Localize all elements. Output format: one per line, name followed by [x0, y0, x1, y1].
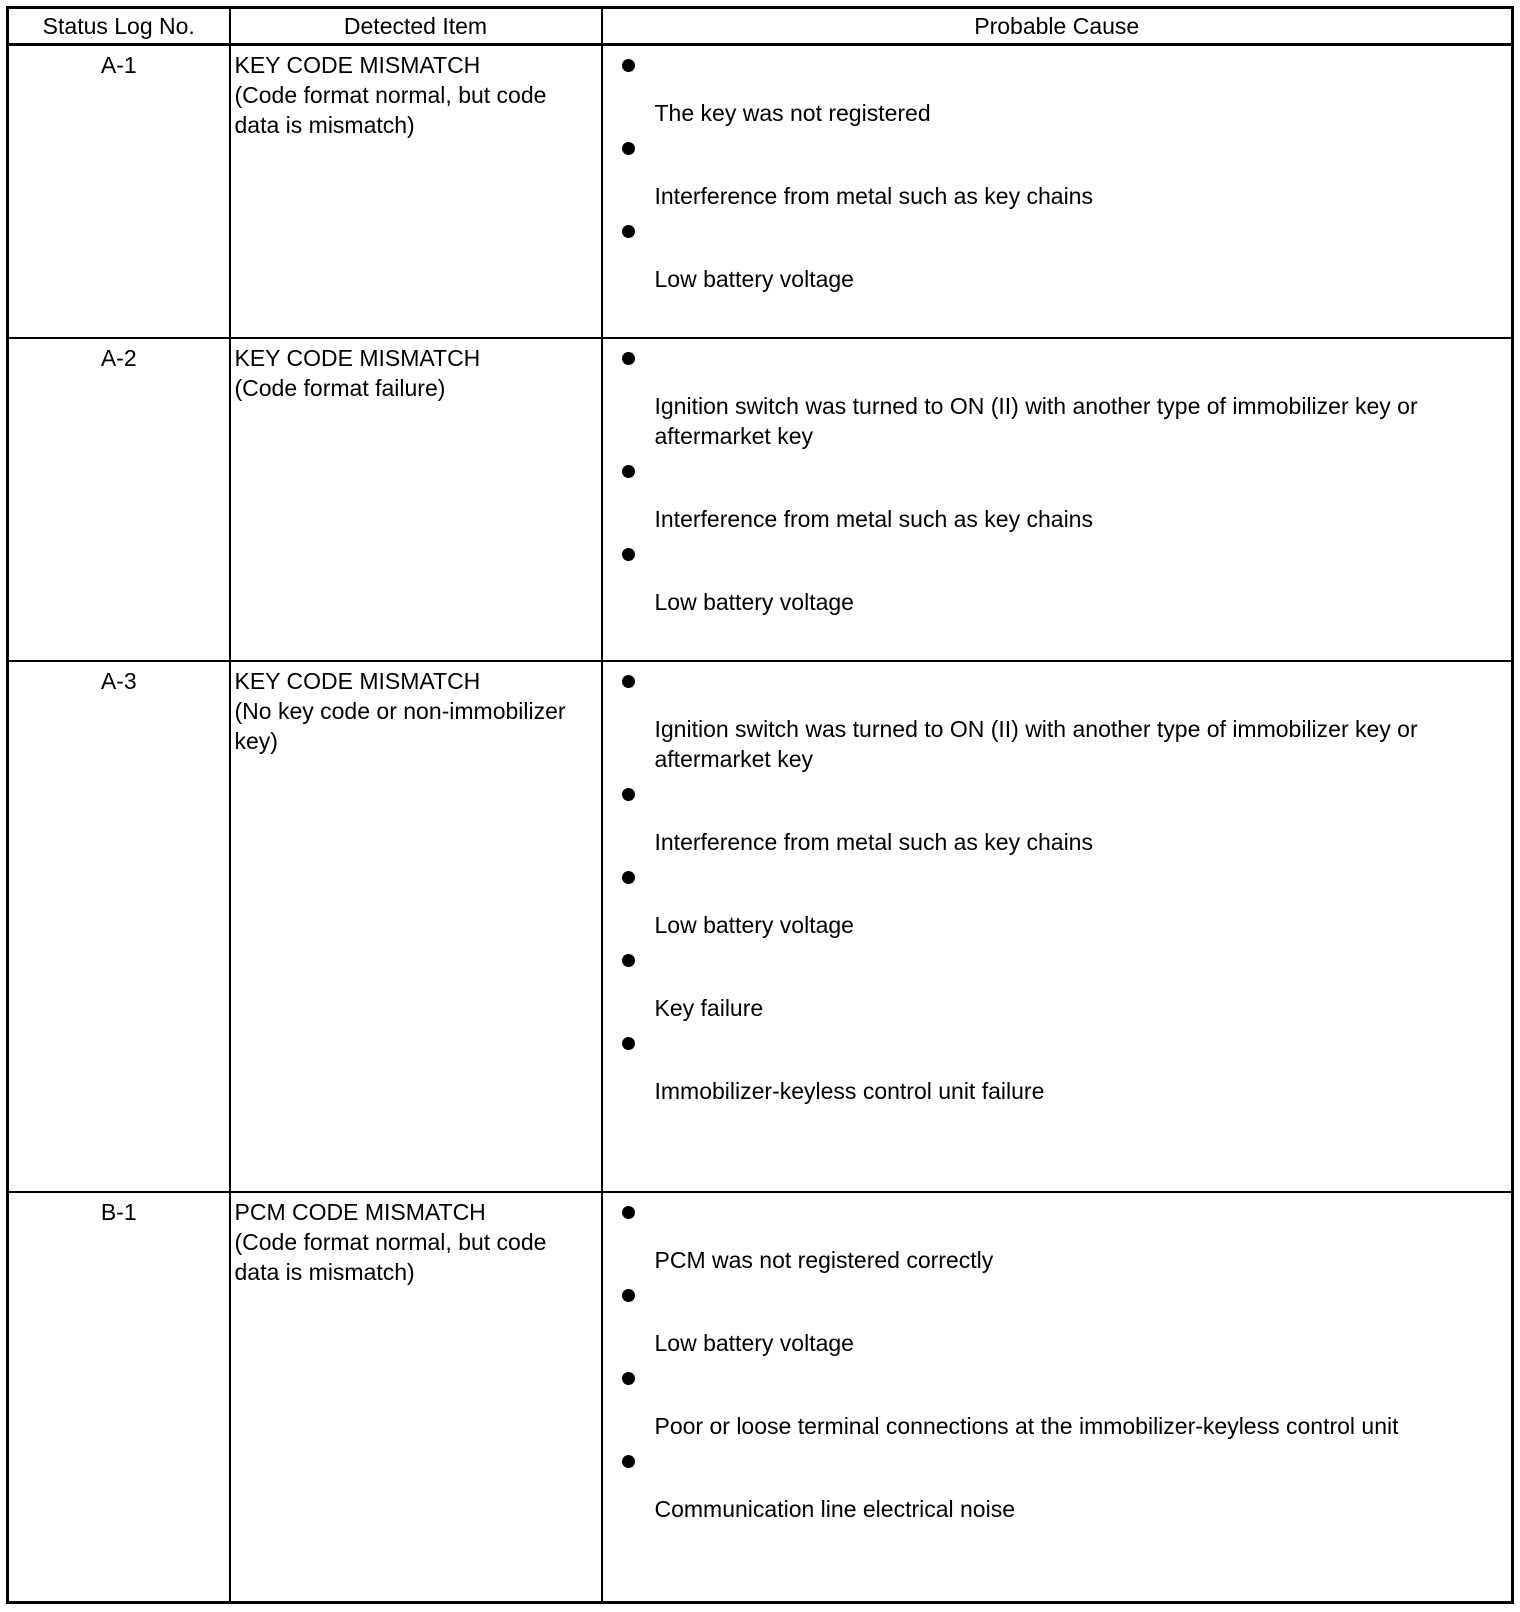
header-row — [8, 8, 1513, 45]
cause-text: Interference from metal such as key chains — [654, 506, 1093, 533]
detected-item-title: KEY CODE MISMATCH — [234, 668, 481, 695]
cause-text: The key was not registered — [654, 100, 931, 126]
bullet-icon — [622, 1289, 635, 1302]
cause-item — [603, 1455, 1494, 1524]
bullet-icon — [622, 352, 635, 365]
table-header — [8, 8, 1513, 45]
bullet-icon — [622, 1206, 635, 1219]
cause-item — [603, 788, 1494, 857]
detected-item-detail: (Code format normal, but code data is mismatch) — [234, 82, 547, 138]
cause-text: Interference from metal such as key chains — [654, 829, 1093, 856]
cause-item — [603, 142, 1494, 211]
cause-text: Low battery voltage — [654, 1329, 854, 1356]
detected-item-detail: (Code format normal, but code data is mismatch) — [234, 1228, 547, 1285]
bullet-icon — [622, 1372, 635, 1385]
bullet-icon — [622, 548, 635, 561]
cause-text: Ignition switch was turned to ON (II) with another type of immobilizer key or aftermarket key — [654, 393, 1418, 450]
probable-cause-cell — [602, 45, 1513, 339]
cause-item — [603, 871, 1494, 940]
cause-item — [603, 1037, 1494, 1106]
cause-item — [603, 954, 1494, 1023]
table-row — [8, 338, 1513, 661]
status-log-table — [6, 6, 1514, 1604]
cause-list — [603, 352, 1494, 617]
cause-item — [603, 548, 1494, 617]
cause-text: Low battery voltage — [654, 589, 854, 616]
table-row — [8, 1192, 1513, 1603]
cause-text: Low battery voltage — [654, 266, 854, 292]
cause-text: Ignition switch was turned to ON (II) with another type of immobilizer key or aftermarket key — [654, 716, 1418, 773]
detected-item-cell — [230, 661, 602, 1192]
status-log-no-cell: B-1 — [8, 1192, 230, 1603]
detected-item-cell — [230, 338, 602, 661]
cause-text: PCM was not registered correctly — [654, 1246, 994, 1273]
bullet-icon — [622, 1455, 635, 1468]
cause-list — [603, 59, 1494, 294]
table-row — [8, 45, 1513, 339]
cause-text: Key failure — [654, 995, 764, 1022]
detected-item-title: KEY CODE MISMATCH — [234, 345, 481, 372]
detected-item-cell — [230, 45, 602, 339]
cause-item — [603, 465, 1494, 534]
header-probable-cause: Probable Cause — [602, 8, 1513, 45]
table-row — [8, 661, 1513, 1192]
bullet-icon — [622, 1037, 635, 1050]
cause-item — [603, 675, 1494, 774]
bullet-icon — [622, 225, 635, 238]
cause-item — [603, 1289, 1494, 1358]
cause-item — [603, 352, 1494, 451]
cause-list — [603, 675, 1494, 1106]
table-body — [8, 45, 1513, 1603]
detected-item-title: KEY CODE MISMATCH — [234, 52, 481, 78]
bullet-icon — [622, 59, 635, 72]
cause-item — [603, 1372, 1494, 1441]
cause-text: Communication line electrical noise — [654, 1495, 1015, 1522]
cause-item — [603, 1206, 1494, 1275]
detected-item-detail: (Code format failure) — [234, 375, 446, 402]
probable-cause-cell — [602, 1192, 1513, 1603]
status-log-no-cell: A-2 — [8, 338, 230, 661]
header-status-log-no: Status Log No. — [8, 8, 230, 45]
cause-text: Interference from metal such as key chains — [654, 183, 1093, 209]
probable-cause-cell — [602, 338, 1513, 661]
cause-text: Poor or loose terminal connections at the immobilizer-keyless control unit — [654, 1412, 1399, 1439]
bullet-icon — [622, 675, 635, 688]
bullet-icon — [622, 142, 635, 155]
detected-item-cell — [230, 1192, 602, 1603]
bullet-icon — [622, 954, 635, 967]
cause-item — [603, 225, 1494, 294]
detected-item-detail: (No key code or non-immobilizer key) — [234, 698, 566, 755]
cause-text: Immobilizer-keyless control unit failure — [654, 1078, 1045, 1105]
status-log-no-cell: A-3 — [8, 661, 230, 1192]
detected-item-title: PCM CODE MISMATCH — [234, 1198, 486, 1225]
bullet-icon — [622, 871, 635, 884]
status-log-no-cell: A-1 — [8, 45, 230, 339]
bullet-icon — [622, 465, 635, 478]
cause-item — [603, 59, 1494, 128]
probable-cause-cell — [602, 661, 1513, 1192]
bullet-icon — [622, 788, 635, 801]
cause-text: Low battery voltage — [654, 912, 854, 939]
cause-list — [603, 1206, 1494, 1524]
header-detected-item: Detected Item — [230, 8, 602, 45]
